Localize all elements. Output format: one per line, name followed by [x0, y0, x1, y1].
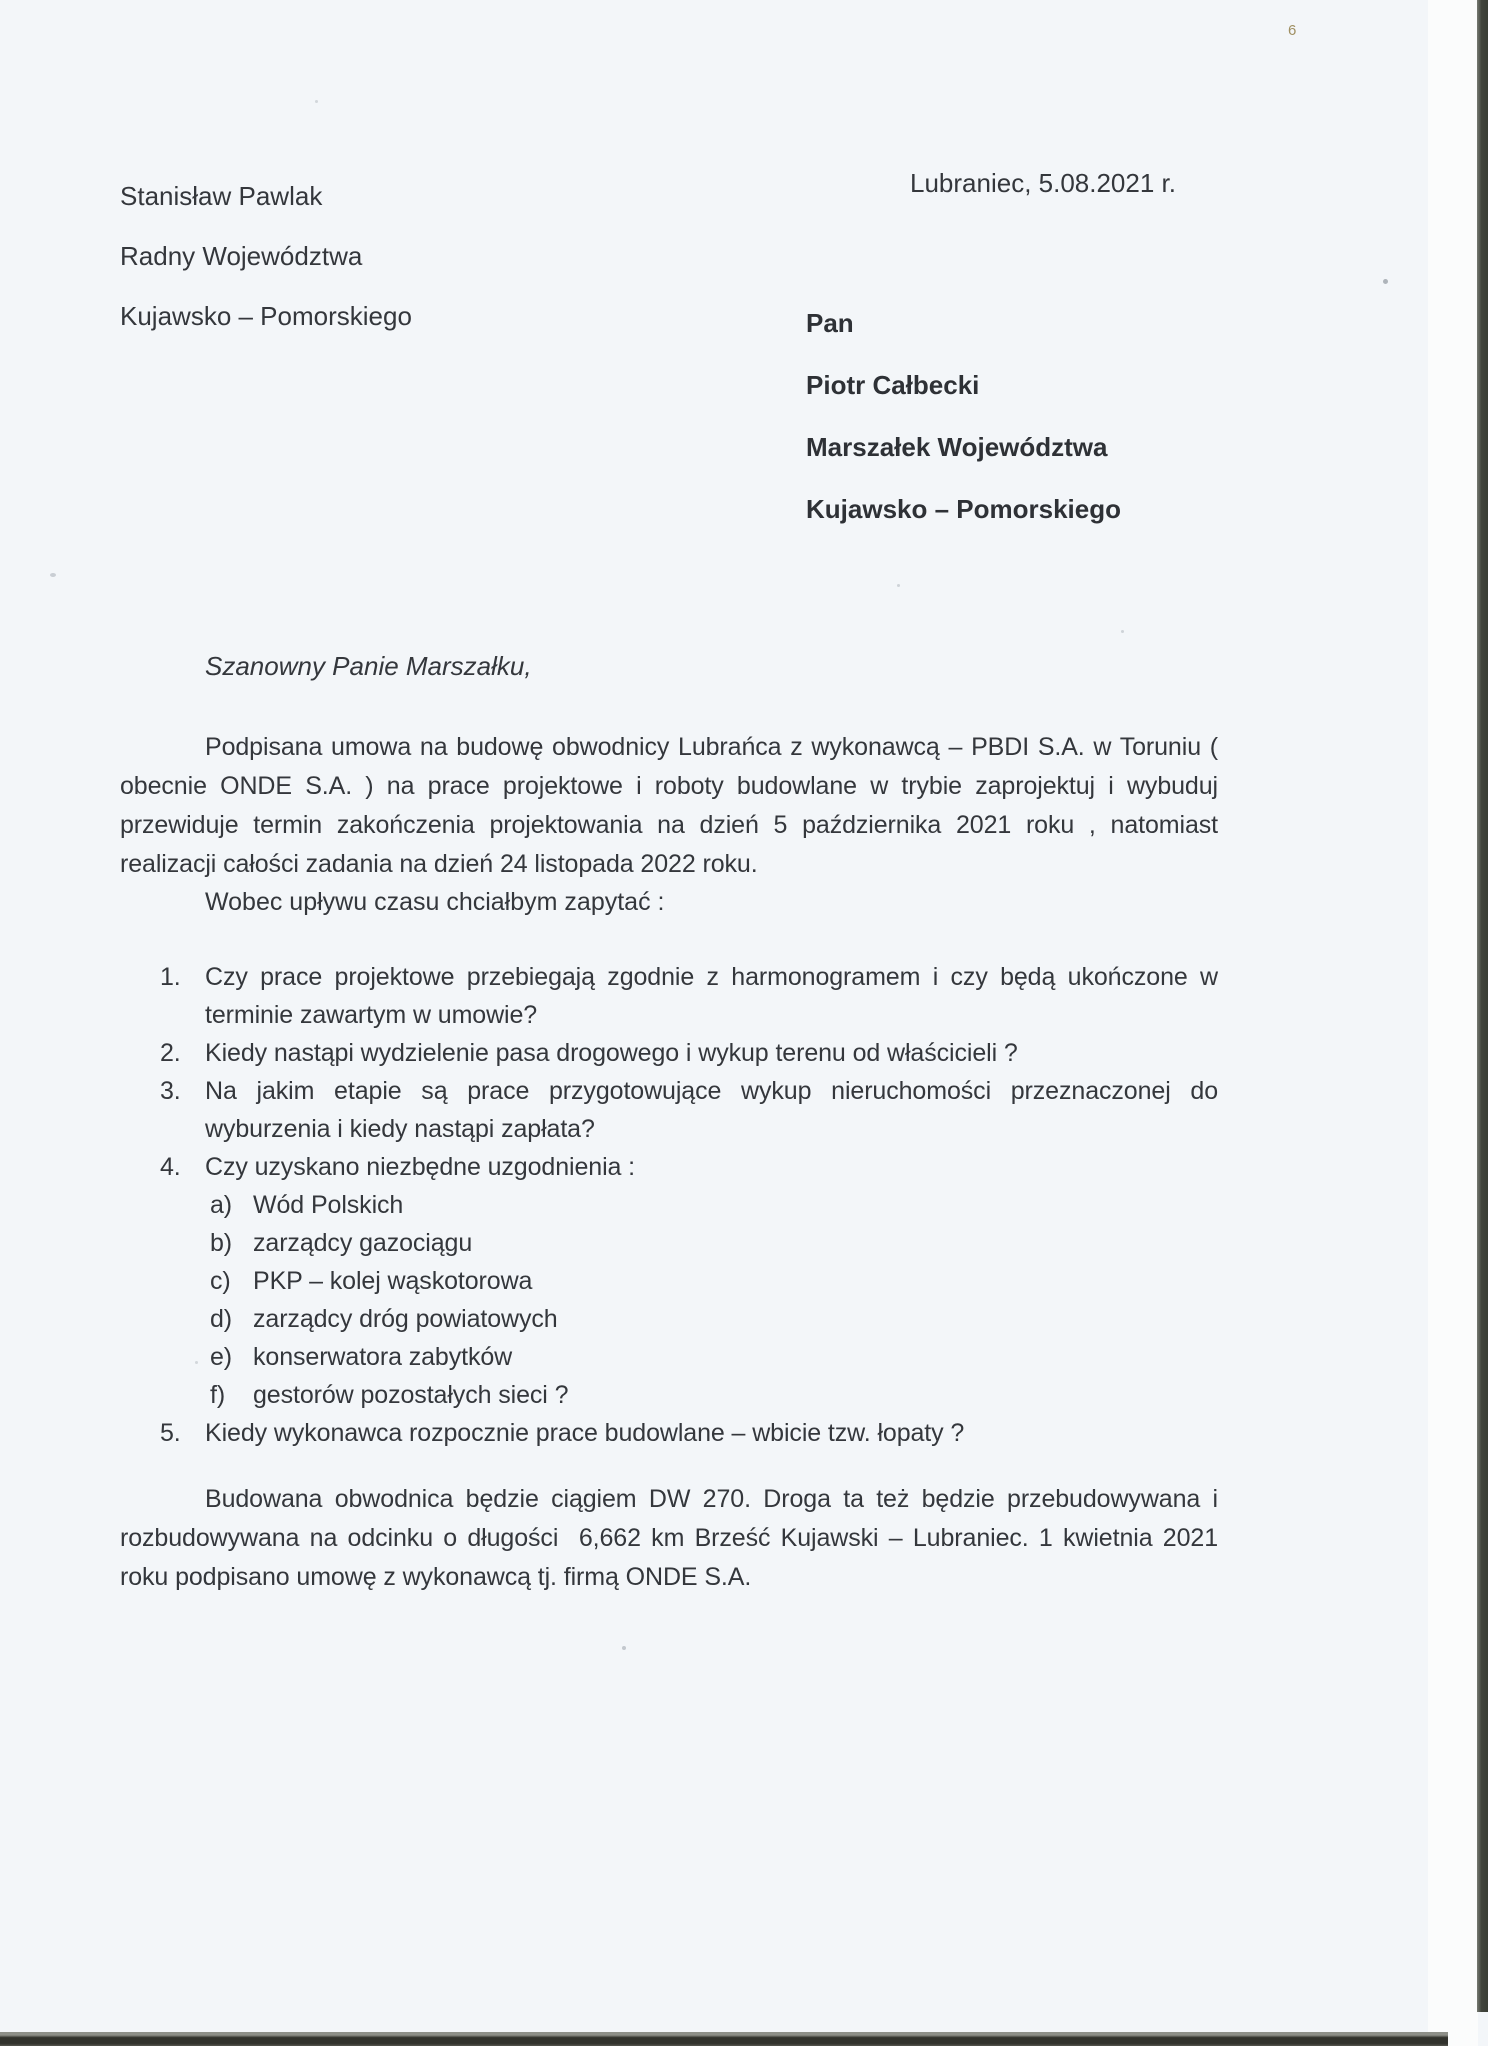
question-text: Na jakim etapie są prace przygotowujące wykup nieruchomości przeznaczonej do wyburzenia i kiedy nastąpi zapłata? — [205, 1077, 1218, 1143]
recipient-salutation: Pan — [806, 308, 854, 338]
scan-speck — [1121, 630, 1124, 633]
recipient-title-line2: Kujawsko – Pomorskiego — [806, 494, 1121, 524]
paper-edge-highlight — [1428, 0, 1478, 2046]
question-text: Czy uzyskano niezbędne uzgodnienia : — [205, 1153, 636, 1181]
subpoint-text: Wód Polskich — [253, 1191, 404, 1219]
subpoint-item — [120, 1338, 1218, 1376]
subpoint-text: konserwatora zabytków — [253, 1343, 513, 1371]
paragraph-intro: Podpisana umowa na budowę obwodnicy Lubrańca z wykonawcą – PBDI S.A. w Toruniu ( obecnie ONDE S.A. ) na prace projektowe i roboty budowlane w trybie zaprojektuj i wybuduj przewiduje termin zakończenia projektowania na dzień 5 października 2021 roku , natomiast realizacji całości zadania na dzień 24 listopada 2022 roku. — [120, 733, 1218, 878]
subpoint-text: zarządcy dróg powiatowych — [253, 1305, 558, 1333]
sender-title-line1: Radny Województwa — [120, 241, 363, 271]
subpoint-item — [120, 1300, 1218, 1338]
question-item — [120, 958, 1218, 1034]
recipient-title-line1: Marszałek Województwa — [806, 432, 1108, 462]
subpoint-text: zarządcy gazociągu — [253, 1229, 473, 1257]
scan-speck — [50, 573, 56, 577]
question-number: 5. — [160, 1419, 181, 1447]
subpoint-letter: a) — [210, 1191, 233, 1219]
question-number: 1. — [160, 963, 181, 991]
scan-speck — [897, 584, 900, 587]
recipient-name: Piotr Całbecki — [806, 370, 980, 400]
scan-speck — [1383, 279, 1388, 284]
subpoint-text: gestorów pozostałych sieci ? — [253, 1381, 569, 1409]
scan-speck-glyph: 6 — [1288, 22, 1297, 39]
question-lead: Wobec upływu czasu chciałbym zapytać : — [205, 888, 665, 916]
subpoint-letter: d) — [210, 1305, 233, 1333]
subpoint-text: PKP – kolej wąskotorowa — [253, 1267, 533, 1295]
question-list — [120, 958, 1218, 1452]
subpoint-letter: e) — [210, 1343, 233, 1371]
question-number: 2. — [160, 1039, 181, 1067]
subpoint-item — [120, 1262, 1218, 1300]
question-item — [120, 1072, 1218, 1148]
question-item — [120, 1414, 1218, 1452]
question-number: 4. — [160, 1153, 181, 1181]
subpoint-item — [120, 1376, 1218, 1414]
question-text: Kiedy nastąpi wydzielenie pasa drogowego i wykup terenu od właścicieli ? — [205, 1039, 1018, 1067]
subpoint-letter: b) — [210, 1229, 233, 1257]
question-text: Czy prace projektowe przebiegają zgodnie z harmonogramem i czy będą ukończone w terminie zawartym w umowie? — [205, 963, 1218, 1029]
sender-name: Stanisław Pawlak — [120, 181, 323, 211]
question-item — [120, 1148, 1218, 1186]
scanner-edge-bottom — [0, 2032, 1448, 2046]
sender-block — [120, 166, 412, 346]
letter-date: Lubraniec, 5.08.2021 r. — [910, 168, 1176, 198]
paragraph-closing: Budowana obwodnica będzie ciągiem DW 270. Droga ta też będzie przebudowywana i rozbudowywana na odcinku o długości 6,662 km Brześć Kujawski – Lubraniec. 1 kwietnia 2021 roku podpisano umowę z wykonawcą tj. firmą ONDE S.A. — [120, 1485, 1218, 1591]
subpoint-item — [120, 1224, 1218, 1262]
question-number: 3. — [160, 1077, 181, 1105]
recipient-block — [806, 292, 1121, 540]
subpoint-letter: c) — [210, 1267, 231, 1295]
question-item — [120, 1034, 1218, 1072]
subpoint-item — [120, 1186, 1218, 1224]
scan-speck — [622, 1646, 626, 1650]
scanner-edge-right — [1477, 0, 1488, 2012]
scan-speck — [315, 100, 318, 103]
subpoint-letter: f) — [210, 1381, 226, 1409]
sender-title-line2: Kujawsko – Pomorskiego — [120, 301, 412, 331]
question-text: Kiedy wykonawca rozpocznie prace budowlane – wbicie tzw. łopaty ? — [205, 1419, 965, 1447]
greeting: Szanowny Panie Marszałku, — [205, 651, 532, 681]
